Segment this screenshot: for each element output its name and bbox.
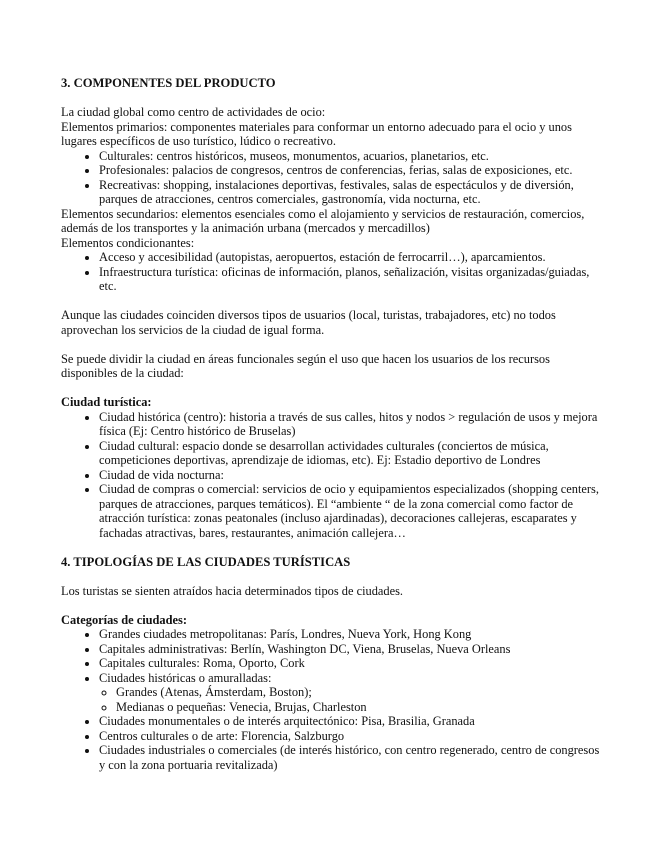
historic-cities-sublist (99, 685, 601, 714)
primary-elements-list (61, 149, 601, 207)
list-item: • Ciudad cultural: espacio donde se desarrollan actividades culturales (conciertos de música, competiciones deportivas, aprendizaje de idiomas, etc). Ej: Estadio deportivo de Londres (99, 439, 601, 468)
list-item: • Grandes ciudades metropolitanas: París, Londres, Nueva York, Hong Kong (99, 627, 601, 642)
list-item: • Capitales culturales: Roma, Oporto, Cork (99, 656, 601, 671)
list-item: • Centros culturales o de arte: Florencia, Salzburgo (99, 729, 601, 744)
list-item: • Profesionales: palacios de congresos, centros de conferencias, ferias, salas de exposiciones, etc. (99, 163, 601, 178)
conditioning-elements-list (61, 250, 601, 294)
tourist-city-list (61, 410, 601, 541)
list-item: • Recreativas: shopping, instalaciones deportivas, festivales, salas de espectáculos y de diversión, parques de atracciones, centros comerciales, gastronomía, vida nocturna, etc. (99, 178, 601, 207)
list-item: • Ciudades monumentales o de interés arquitectónico: Pisa, Brasilia, Granada (99, 714, 601, 729)
list-item-text: Ciudades históricas o amuralladas: (99, 670, 272, 685)
sublist-item: ◦ Grandes (Atenas, Ámsterdam, Boston); (116, 685, 601, 700)
list-item: • Ciudad histórica (centro): historia a través de sus calles, hitos y nodos > regulación de usos y mejora física (Ej: Centro histórico de Bruselas) (99, 410, 601, 439)
section-4-intro: Los turistas se sienten atraídos hacia determinados tipos de ciudades. (61, 583, 404, 598)
list-item: • Culturales: centros históricos, museos, monumentos, acuarios, planetarios, etc. (99, 149, 601, 164)
functional-areas-paragraph: Se puede dividir la ciudad en áreas funcionales según el uso que hacen los usuarios de los recursos disponibles de la ciudad: (61, 351, 550, 380)
section-3-intro: La ciudad global como centro de actividades de ocio: (61, 105, 326, 119)
list-item: • Ciudades industriales o comerciales (de interés histórico, con centro regenerado, centro de congresos y con la zona portuaria revitalizada) (99, 743, 601, 772)
section-4-title: 4. TIPOLOGÍAS DE LAS CIUDADES TURÍSTICAS (61, 554, 351, 569)
users-paragraph: Aunque las ciudades coinciden diversos tipos de usuarios (local, turistas, trabajadores, etc) no todos aprovechan los servicios de la ciudad de igual forma. (61, 308, 556, 337)
document-page (61, 76, 601, 772)
list-item: • Ciudad de compras o comercial: servicios de ocio y equipamientos especializados (shopping centers, parques de atracciones, parques temáticos). El “ambiente “ de la zona comercial como factor de atracción turística: zonas peatonales (incluso ajardinadas), decoraciones callejeras, escaparates y fachadas atractivas, bares, restaurantes, animación callejera… (99, 482, 601, 540)
section-3-title: 3. COMPONENTES DEL PRODUCTO (61, 76, 276, 90)
secondary-elements-text: Elementos secundarios: elementos esenciales como el alojamiento y servicios de restauración, comercios, además de los transportes y la animación urbana (mercados y mercadillos) (61, 206, 585, 235)
conditioning-elements-text: Elementos condicionantes: (61, 235, 195, 250)
categories-heading: Categorías de ciudades: (61, 612, 187, 627)
categories-list (61, 627, 601, 772)
list-item: • Infraestructura turística: oficinas de información, planos, señalización, visitas organizadas/guiadas, etc. (99, 265, 601, 294)
primary-elements-text: Elementos primarios: componentes materiales para conformar un entorno adecuado para el ocio y unos lugares específicos de uso turístico, lúdico o recreativo. (61, 119, 572, 148)
list-item (99, 671, 601, 715)
list-item: • Acceso y accesibilidad (autopistas, aeropuertos, estación de ferrocarril…), aparcamientos. (99, 250, 601, 265)
list-item: • Ciudad de vida nocturna: (99, 468, 601, 483)
sublist-item: ◦ Medianas o pequeñas: Venecia, Brujas, Charleston (116, 700, 601, 715)
list-item: • Capitales administrativas: Berlín, Washington DC, Viena, Bruselas, Nueva Orleans (99, 642, 601, 657)
tourist-city-heading: Ciudad turística: (61, 395, 152, 409)
